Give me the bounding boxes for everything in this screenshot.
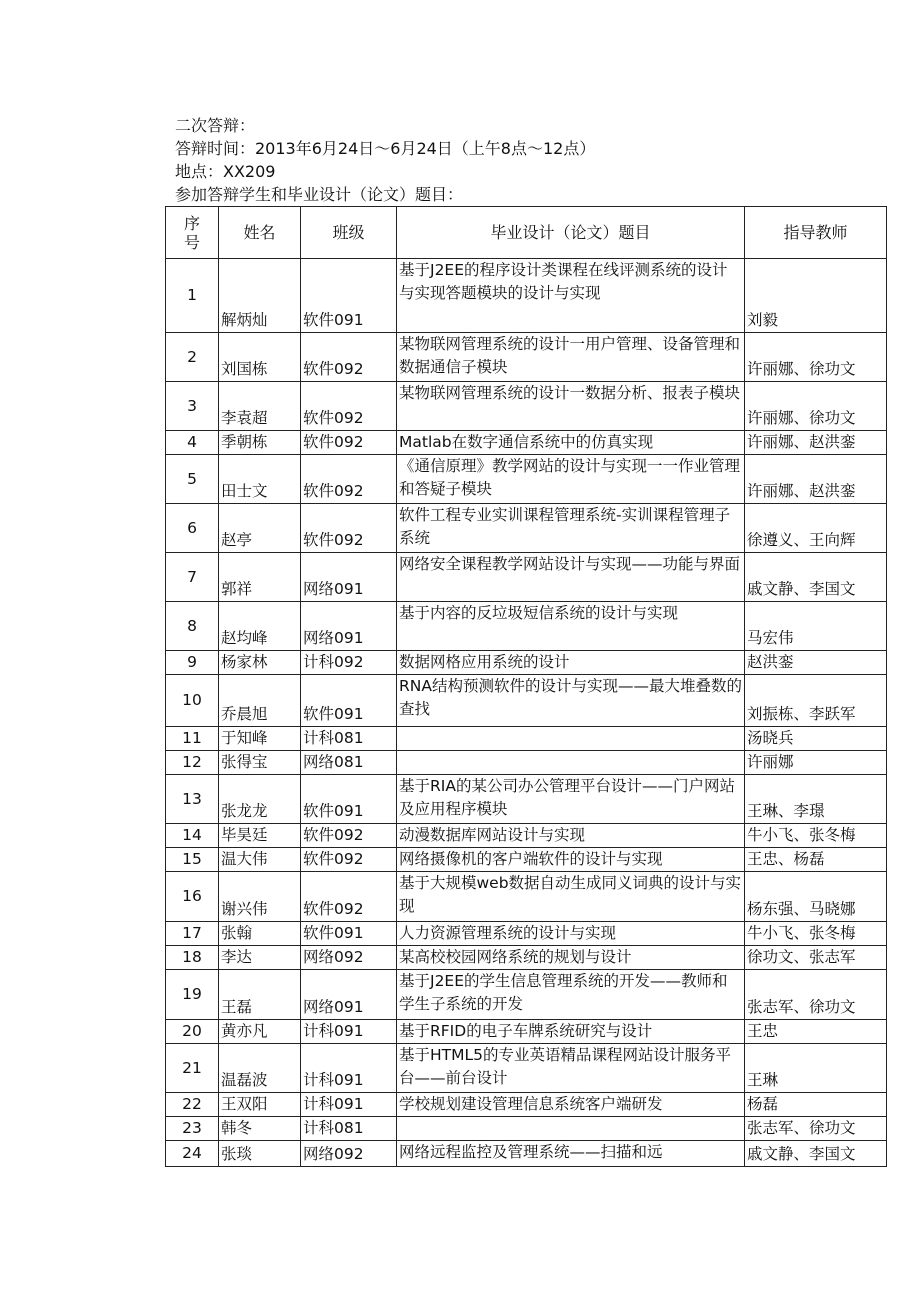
student-name: 解炳灿 bbox=[219, 259, 301, 333]
row-number: 5 bbox=[166, 455, 219, 504]
student-name: 黄亦凡 bbox=[219, 1020, 301, 1044]
table-row bbox=[166, 651, 887, 675]
advisor-name: 许丽娜 bbox=[745, 751, 887, 775]
col-header-name: 姓名 bbox=[219, 207, 301, 259]
student-name: 赵亭 bbox=[219, 504, 301, 553]
student-name: 李达 bbox=[219, 946, 301, 970]
row-number: 21 bbox=[166, 1044, 219, 1093]
advisor-name: 许丽娜、赵洪銮 bbox=[745, 431, 887, 455]
student-name: 王双阳 bbox=[219, 1093, 301, 1117]
class-name: 网络091 bbox=[301, 602, 397, 651]
thesis-topic: 动漫数据库网站设计与实现 bbox=[397, 824, 745, 848]
row-number: 4 bbox=[166, 431, 219, 455]
row-number: 6 bbox=[166, 504, 219, 553]
thesis-topic: 基于RFID的电子车牌系统研究与设计 bbox=[397, 1020, 745, 1044]
advisor-name: 戚文静、李国文 bbox=[745, 1141, 887, 1167]
row-number: 18 bbox=[166, 946, 219, 970]
row-number: 20 bbox=[166, 1020, 219, 1044]
thesis-topic: 某高校校园网络系统的规划与设计 bbox=[397, 946, 745, 970]
class-name: 计科091 bbox=[301, 1020, 397, 1044]
thesis-topic: 某物联网管理系统的设计一用户管理、设备管理和数据通信子模块 bbox=[397, 333, 745, 382]
table-row bbox=[166, 775, 887, 824]
thesis-table bbox=[165, 206, 887, 1167]
class-name: 计科091 bbox=[301, 1093, 397, 1117]
thesis-topic: 学校规划建设管理信息系统客户端研发 bbox=[397, 1093, 745, 1117]
thesis-topic bbox=[397, 751, 745, 775]
thesis-topic: 数据网格应用系统的设计 bbox=[397, 651, 745, 675]
class-name: 计科091 bbox=[301, 1044, 397, 1093]
table-row bbox=[166, 922, 887, 946]
thesis-topic: 基于J2EE的学生信息管理系统的开发——教师和学生子系统的开发 bbox=[397, 970, 745, 1020]
student-name: 张龙龙 bbox=[219, 775, 301, 824]
class-name: 软件091 bbox=[301, 259, 397, 333]
table-row bbox=[166, 1093, 887, 1117]
row-number: 22 bbox=[166, 1093, 219, 1117]
thesis-topic: RNA结构预测软件的设计与实现——最大堆叠数的查找 bbox=[397, 675, 745, 727]
advisor-name: 汤晓兵 bbox=[745, 727, 887, 751]
participants-caption: 参加答辩学生和毕业设计（论文）题目： bbox=[175, 185, 464, 204]
class-name: 软件092 bbox=[301, 333, 397, 382]
table-row bbox=[166, 970, 887, 1020]
advisor-name: 戚文静、李国文 bbox=[745, 553, 887, 602]
table-row bbox=[166, 848, 887, 872]
class-name: 计科081 bbox=[301, 727, 397, 751]
col-header-class: 班级 bbox=[301, 207, 397, 259]
doc-heading: 二次答辩： bbox=[175, 116, 256, 135]
class-name: 网络091 bbox=[301, 970, 397, 1020]
advisor-name: 王忠 bbox=[745, 1020, 887, 1044]
advisor-name: 许丽娜、赵洪銮 bbox=[745, 455, 887, 504]
row-number: 17 bbox=[166, 922, 219, 946]
advisor-name: 杨东强、马晓娜 bbox=[745, 872, 887, 922]
row-number: 19 bbox=[166, 970, 219, 1020]
student-name: 张翰 bbox=[219, 922, 301, 946]
advisor-name: 许丽娜、徐功文 bbox=[745, 382, 887, 431]
thesis-topic: 基于RIA的某公司办公管理平台设计——门户网站及应用程序模块 bbox=[397, 775, 745, 824]
class-name: 软件091 bbox=[301, 775, 397, 824]
class-name: 网络081 bbox=[301, 751, 397, 775]
student-name: 张琰 bbox=[219, 1141, 301, 1167]
student-name: 刘国栋 bbox=[219, 333, 301, 382]
student-name: 郭祥 bbox=[219, 553, 301, 602]
student-name: 季朝栋 bbox=[219, 431, 301, 455]
advisor-name: 刘振栋、李跃军 bbox=[745, 675, 887, 727]
class-name: 软件092 bbox=[301, 431, 397, 455]
advisor-name: 张志军、徐功文 bbox=[745, 1117, 887, 1141]
student-name: 于知峰 bbox=[219, 727, 301, 751]
row-number: 14 bbox=[166, 824, 219, 848]
table-row bbox=[166, 872, 887, 922]
table-row bbox=[166, 553, 887, 602]
table-row bbox=[166, 1141, 887, 1167]
class-name: 软件091 bbox=[301, 675, 397, 727]
thesis-topic: 基于内容的反垃圾短信系统的设计与实现 bbox=[397, 602, 745, 651]
table-row bbox=[166, 333, 887, 382]
student-name: 王磊 bbox=[219, 970, 301, 1020]
advisor-name: 王忠、杨磊 bbox=[745, 848, 887, 872]
advisor-name: 牛小飞、张冬梅 bbox=[745, 824, 887, 848]
row-number: 10 bbox=[166, 675, 219, 727]
col-header-no: 序号 bbox=[166, 207, 219, 259]
row-number: 2 bbox=[166, 333, 219, 382]
table-row bbox=[166, 602, 887, 651]
table-row bbox=[166, 1020, 887, 1044]
table-body bbox=[166, 259, 887, 1167]
student-name: 乔晨旭 bbox=[219, 675, 301, 727]
row-number: 3 bbox=[166, 382, 219, 431]
thesis-topic: 网络远程监控及管理系统——扫描和远 bbox=[397, 1141, 745, 1167]
student-name: 温大伟 bbox=[219, 848, 301, 872]
student-name: 李袁超 bbox=[219, 382, 301, 431]
table-header-row bbox=[166, 207, 887, 259]
class-name: 软件092 bbox=[301, 872, 397, 922]
thesis-topic: 网络摄像机的客户端软件的设计与实现 bbox=[397, 848, 745, 872]
row-number: 24 bbox=[166, 1141, 219, 1167]
row-number: 1 bbox=[166, 259, 219, 333]
class-name: 软件092 bbox=[301, 382, 397, 431]
thesis-topic: 基于J2EE的程序设计类课程在线评测系统的设计与实现答题模块的设计与实现 bbox=[397, 259, 745, 333]
table-row bbox=[166, 431, 887, 455]
class-name: 计科092 bbox=[301, 651, 397, 675]
advisor-name: 王琳 bbox=[745, 1044, 887, 1093]
table-row bbox=[166, 727, 887, 751]
row-number: 15 bbox=[166, 848, 219, 872]
table-row bbox=[166, 751, 887, 775]
col-header-teacher: 指导教师 bbox=[745, 207, 887, 259]
table-row bbox=[166, 504, 887, 553]
student-name: 谢兴伟 bbox=[219, 872, 301, 922]
advisor-name: 徐遵义、王向辉 bbox=[745, 504, 887, 553]
thesis-topic: 基于大规模web数据自动生成同义词典的设计与实现 bbox=[397, 872, 745, 922]
thesis-topic bbox=[397, 1117, 745, 1141]
class-name: 软件092 bbox=[301, 848, 397, 872]
class-name: 软件091 bbox=[301, 922, 397, 946]
advisor-name: 王琳、李璟 bbox=[745, 775, 887, 824]
row-number: 8 bbox=[166, 602, 219, 651]
thesis-topic: 软件工程专业实训课程管理系统-实训课程管理子系统 bbox=[397, 504, 745, 553]
table-row bbox=[166, 455, 887, 504]
advisor-name: 张志军、徐功文 bbox=[745, 970, 887, 1020]
thesis-topic bbox=[397, 727, 745, 751]
class-name: 网络092 bbox=[301, 1141, 397, 1167]
advisor-name: 赵洪銮 bbox=[745, 651, 887, 675]
class-name: 网络092 bbox=[301, 946, 397, 970]
thesis-topic: 网络安全课程教学网站设计与实现——功能与界面 bbox=[397, 553, 745, 602]
thesis-topic: 《通信原理》教学网站的设计与实现一一作业管理和答疑子模块 bbox=[397, 455, 745, 504]
advisor-name: 杨磊 bbox=[745, 1093, 887, 1117]
row-number: 7 bbox=[166, 553, 219, 602]
row-number: 9 bbox=[166, 651, 219, 675]
student-name: 赵均峰 bbox=[219, 602, 301, 651]
row-number: 11 bbox=[166, 727, 219, 751]
student-name: 温磊波 bbox=[219, 1044, 301, 1093]
student-name: 杨家林 bbox=[219, 651, 301, 675]
table-row bbox=[166, 259, 887, 333]
thesis-topic: 基于HTML5的专业英语精品课程网站设计服务平台——前台设计 bbox=[397, 1044, 745, 1093]
student-name: 田士文 bbox=[219, 455, 301, 504]
advisor-name: 马宏伟 bbox=[745, 602, 887, 651]
class-name: 网络091 bbox=[301, 553, 397, 602]
class-name: 软件092 bbox=[301, 504, 397, 553]
col-header-topic: 毕业设计（论文）题目 bbox=[397, 207, 745, 259]
advisor-name: 刘毅 bbox=[745, 259, 887, 333]
advisor-name: 许丽娜、徐功文 bbox=[745, 333, 887, 382]
row-number: 16 bbox=[166, 872, 219, 922]
student-name: 张得宝 bbox=[219, 751, 301, 775]
row-number: 23 bbox=[166, 1117, 219, 1141]
table-row bbox=[166, 675, 887, 727]
table-row bbox=[166, 1044, 887, 1093]
table-row bbox=[166, 1117, 887, 1141]
defense-time: 答辩时间：2013年6月24日～6月24日（上午8点～12点） bbox=[175, 139, 596, 158]
advisor-name: 徐功文、张志军 bbox=[745, 946, 887, 970]
thesis-topic: 人力资源管理系统的设计与实现 bbox=[397, 922, 745, 946]
row-number: 13 bbox=[166, 775, 219, 824]
student-name: 韩冬 bbox=[219, 1117, 301, 1141]
class-name: 软件092 bbox=[301, 455, 397, 504]
class-name: 软件092 bbox=[301, 824, 397, 848]
table-row bbox=[166, 824, 887, 848]
thesis-topic: 某物联网管理系统的设计一数据分析、报表子模块 bbox=[397, 382, 745, 431]
table-row bbox=[166, 382, 887, 431]
advisor-name: 牛小飞、张冬梅 bbox=[745, 922, 887, 946]
row-number: 12 bbox=[166, 751, 219, 775]
defense-location: 地点：XX209 bbox=[175, 162, 276, 181]
table-row bbox=[166, 946, 887, 970]
thesis-topic: Matlab在数字通信系统中的仿真实现 bbox=[397, 431, 745, 455]
class-name: 计科081 bbox=[301, 1117, 397, 1141]
student-name: 毕昊廷 bbox=[219, 824, 301, 848]
